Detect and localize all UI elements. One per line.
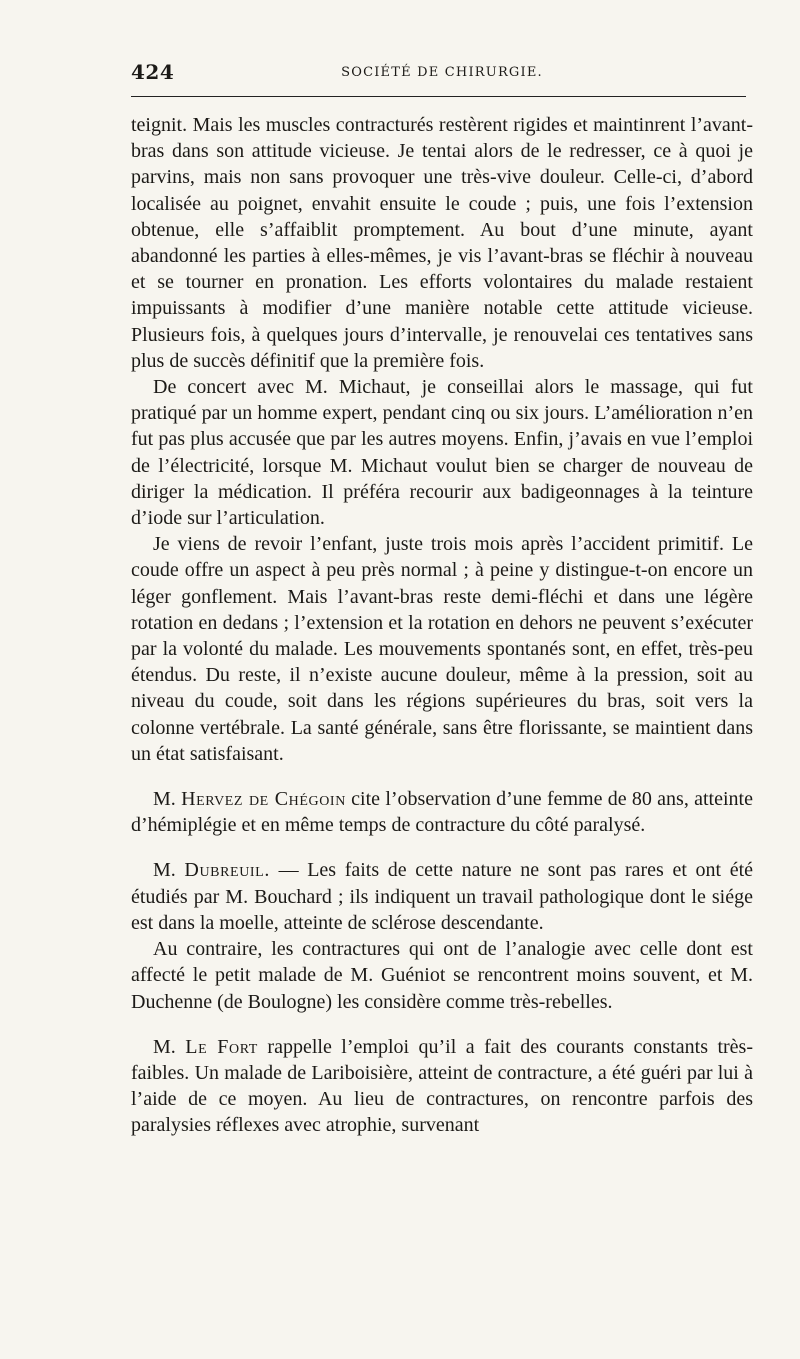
speaker-name: Le Fort xyxy=(185,1035,258,1058)
running-head: SOCIÉTÉ DE CHIRURGIE. xyxy=(341,65,543,80)
paragraph xyxy=(131,786,753,838)
speaker-prefix: M. xyxy=(153,788,182,811)
paragraph xyxy=(131,1034,753,1139)
speaker-prefix: M. xyxy=(153,859,185,882)
body-text xyxy=(131,112,753,1139)
speaker-name: Dubreuil. xyxy=(184,859,270,882)
paragraph-text: teignit. Mais les muscles contracturés restèrent rigides et maintinrent l’avant-bras dans son attitude vicieuse. Je tentai alors de le redresser, ce à quoi je parvins, mais non sans provoquer une très-vive douleur. Celle-ci, d’abord localisée au poignet, envahit ensuite le coude ; puis, une fois l’extension obtenue, elle s’affaiblit promptement. Au bout d’une minute, ayant abandonné les parties à elles-mêmes, je vis l’avant-bras se fléchir à nouveau et se tourner en pronation. Les efforts volontaires du malade restaient impuissants à modifier d’une manière notable cette attitude vicieuse. Plusieurs fois, à quelques jours d’intervalle, je renouvelai ces tentatives sans plus de succès définitif que la première fois. xyxy=(131,114,753,372)
speaker-prefix: M. xyxy=(153,1035,186,1058)
page-number: 424 xyxy=(131,60,175,84)
paragraph xyxy=(131,112,753,374)
paragraph xyxy=(131,374,753,531)
header-rule xyxy=(131,96,746,97)
speaker-name: Hervez de Chégoin xyxy=(181,788,346,811)
page-header xyxy=(131,60,753,90)
paragraph-text: Je viens de revoir l’enfant, juste trois mois après l’accident primitif. Le coude offre un aspect à peu près normal ; à peine y distingue-t-on encore un léger gonflement. Mais l’avant-bras reste demi-fléchi et dans une légère rotation en dedans ; l’extension et la rotation en dehors ne peuvent s’exécuter par la volonté du malade. Les mouvements spontanés sont, en effet, très-peu étendus. Du reste, il n’existe aucune douleur, même à la pression, soit au niveau du coude, soit dans les régions supérieures du bras, soit vers la colonne vertébrale. La santé générale, sans être florissante, se maintient dans un état satisfaisant. xyxy=(131,533,753,765)
paragraph-text: Au contraire, les contractures qui ont de l’analogie avec celle dont est affecté le petit malade de M. Guéniot se rencontrent moins souvent, et M. Duchenne (de Boulogne) les considère comme très-rebelles. xyxy=(131,938,753,1013)
paragraph-text: cite l’observation d’une femme de 80 ans, atteinte d’hémiplégie et en même temps de contracture du côté paralysé. xyxy=(131,788,753,837)
paragraph xyxy=(131,531,753,767)
paragraph-text: rappelle l’emploi qu’il a fait des courants constants très-faibles. Un malade de Lariboisière, atteint de contracture, a été guéri par lui à l’aide de ce moyen. Au lieu de contractures, on rencontre parfois des paralysies réflexes avec atrophie, survenant xyxy=(131,1035,753,1137)
paragraph-text: De concert avec M. Michaut, je conseillai alors le massage, qui fut pratiqué par un homme expert, pendant cinq ou six jours. L’amélioration n’en fut pas plus accusée que par les autres moyens. Enfin, j’avais en vue l’emploi de l’électricité, lorsque M. Michaut voulut bien se charger de nouveau de diriger la médication. Il préféra recourir aux badigeonnages à la teinture d’iode sur l’articulation. xyxy=(131,376,753,530)
paragraph xyxy=(131,857,753,936)
paragraph-text: — Les faits de cette nature ne sont pas rares et ont été étudiés par M. Bouchard ; ils indiquent un travail pathologique dont le siége est dans la moelle, atteinte de sclérose descendante. xyxy=(131,859,753,934)
paragraph xyxy=(131,936,753,1015)
